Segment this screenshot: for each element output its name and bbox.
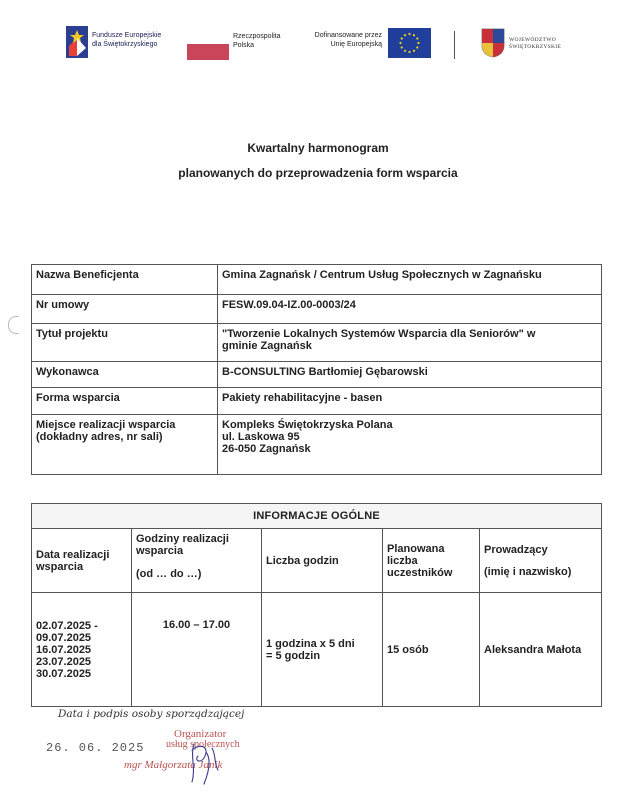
wojewodztwo-logo	[481, 28, 571, 60]
row-value	[218, 388, 602, 415]
document-title: Kwartalny harmonogram	[247, 141, 389, 155]
label-line: (dokładny adres, nr sali)	[36, 431, 163, 443]
cell-trainer: Aleksandra Małota	[480, 593, 602, 707]
row-label: Wykonawca	[32, 362, 218, 388]
sw-line2: ŚWIĘTOKRZYSKIE	[509, 44, 562, 50]
eu-star	[413, 50, 415, 52]
stamp-line2: usług społecznych	[166, 739, 240, 750]
header-line: Data realizacji	[36, 548, 110, 561]
eu-star	[401, 37, 403, 39]
eu-star	[404, 34, 406, 36]
cell-hours: 16.00 – 17.00	[132, 593, 262, 707]
eu-star	[413, 34, 415, 36]
table-banner: INFORMACJE OGÓLNE	[32, 504, 602, 529]
date-line: 02.07.2025 -	[36, 619, 98, 632]
handwritten-signature	[176, 730, 236, 790]
date-line: 23.07.2025	[36, 655, 92, 668]
header-line: liczba	[387, 554, 418, 567]
signature-date: 26. 06. 2025	[46, 741, 145, 755]
count-line: 1 godzina x 5 dni	[266, 637, 355, 650]
table-row	[32, 415, 602, 475]
crest-icon	[481, 28, 505, 58]
sw-line1: WOJEWÓDZTWO	[509, 37, 556, 43]
header-trainer	[480, 529, 602, 593]
sw-text	[509, 37, 561, 51]
document-subtitle: planowanych do przeprowadzenia form wsparcia	[178, 166, 458, 180]
table-banner-row	[32, 504, 602, 529]
date-line: 09.07.2025	[36, 631, 92, 644]
date-line: 30.07.2025	[36, 667, 92, 680]
cell-count	[262, 593, 383, 707]
value-line: Gmina Zagnańsk / Centrum Usług Społecznych w Zagnańsku	[222, 269, 542, 281]
schedule-table	[31, 503, 602, 707]
rp-text	[233, 32, 280, 50]
signature-caption: Data i podpis osoby sporządzającej	[58, 708, 245, 720]
cell-participants: 15 osób	[383, 593, 480, 707]
fe-line2: dla Świętokrzyskiego	[92, 41, 158, 48]
rzeczpospolita-logo	[187, 32, 302, 62]
stamp-line1: Organizator	[174, 728, 227, 740]
value-line: "Tworzenie Lokalnych Systemów Wsparcia dla Seniorów" w	[222, 328, 536, 340]
fe-star-icon	[66, 26, 88, 58]
stamp-line3: mgr Małgorzata Janik	[124, 759, 223, 771]
value-line: B-CONSULTING Bartłomiej Gębarowski	[222, 366, 428, 378]
header-divider	[454, 31, 455, 59]
table-row	[32, 265, 602, 295]
table-row	[32, 324, 602, 362]
header-hours	[132, 529, 262, 593]
eu-text	[304, 31, 382, 49]
eu-flag-icon	[388, 28, 431, 58]
header-line: wsparcia	[36, 560, 84, 573]
cell-dates	[32, 593, 132, 707]
eu-star	[417, 42, 419, 44]
value-line: FESW.09.04-IZ.00-0003/24	[222, 299, 356, 311]
eu-star	[408, 51, 410, 53]
table-header-row	[32, 529, 602, 593]
eu-star	[401, 46, 403, 48]
header-count	[262, 529, 383, 593]
eu-line1: Dofinansowane przez	[314, 32, 382, 39]
rp-line2: Polska	[233, 42, 255, 49]
fe-text	[92, 31, 161, 49]
polish-flag-icon	[187, 44, 229, 60]
header-line: (imię i nazwisko)	[484, 565, 572, 578]
row-value	[218, 324, 602, 362]
row-value	[218, 295, 602, 324]
row-value	[218, 415, 602, 475]
value-line: Kompleks Świętokrzyska Polana	[222, 419, 393, 431]
header-participants	[383, 529, 480, 593]
fundusze-europejskie-logo	[66, 26, 186, 62]
eu-star	[416, 37, 418, 39]
eu-logo	[304, 28, 432, 60]
rp-line1: Rzeczpospolita	[233, 33, 281, 40]
header-line: Godziny realizacji	[136, 533, 229, 545]
eu-star	[399, 42, 401, 44]
value-line: Pakiety rehabilitacyjne - basen	[222, 392, 383, 404]
eu-star	[404, 50, 406, 52]
organizer-stamp	[124, 728, 288, 798]
label-line: Miejsce realizacji wsparcia	[36, 419, 176, 431]
table-row	[32, 295, 602, 324]
header-line: uczestników	[387, 566, 453, 579]
row-label: Nazwa Beneficjenta	[32, 265, 218, 295]
header-line: wsparcia	[136, 545, 184, 557]
value-line: 26-050 Zagnańsk	[222, 443, 311, 455]
row-value	[218, 265, 602, 295]
date-line: 16.07.2025	[36, 643, 92, 656]
header-line: Planowana	[387, 542, 445, 555]
row-label: Nr umowy	[32, 295, 218, 324]
row-label: Forma wsparcia	[32, 388, 218, 415]
row-label	[32, 415, 218, 475]
row-label: Tytuł projektu	[32, 324, 218, 362]
eu-star	[416, 46, 418, 48]
row-value	[218, 362, 602, 388]
scan-margin-mark	[8, 316, 19, 334]
header-line: (od … do …)	[136, 568, 202, 580]
value-line: ul. Laskowa 95	[222, 431, 300, 443]
table-row	[32, 362, 602, 388]
count-line: = 5 godzin	[266, 649, 321, 662]
eu-star	[408, 33, 410, 35]
header-date	[32, 529, 132, 593]
project-info-table	[31, 264, 602, 475]
eu-line2: Unię Europejską	[330, 41, 382, 48]
table-row	[32, 593, 602, 707]
table-row	[32, 388, 602, 415]
header-line: Liczba godzin	[266, 554, 339, 567]
header-line: Prowadzący	[484, 543, 548, 556]
fe-line1: Fundusze Europejskie	[92, 32, 162, 39]
value-line: gminie Zagnańsk	[222, 340, 312, 352]
